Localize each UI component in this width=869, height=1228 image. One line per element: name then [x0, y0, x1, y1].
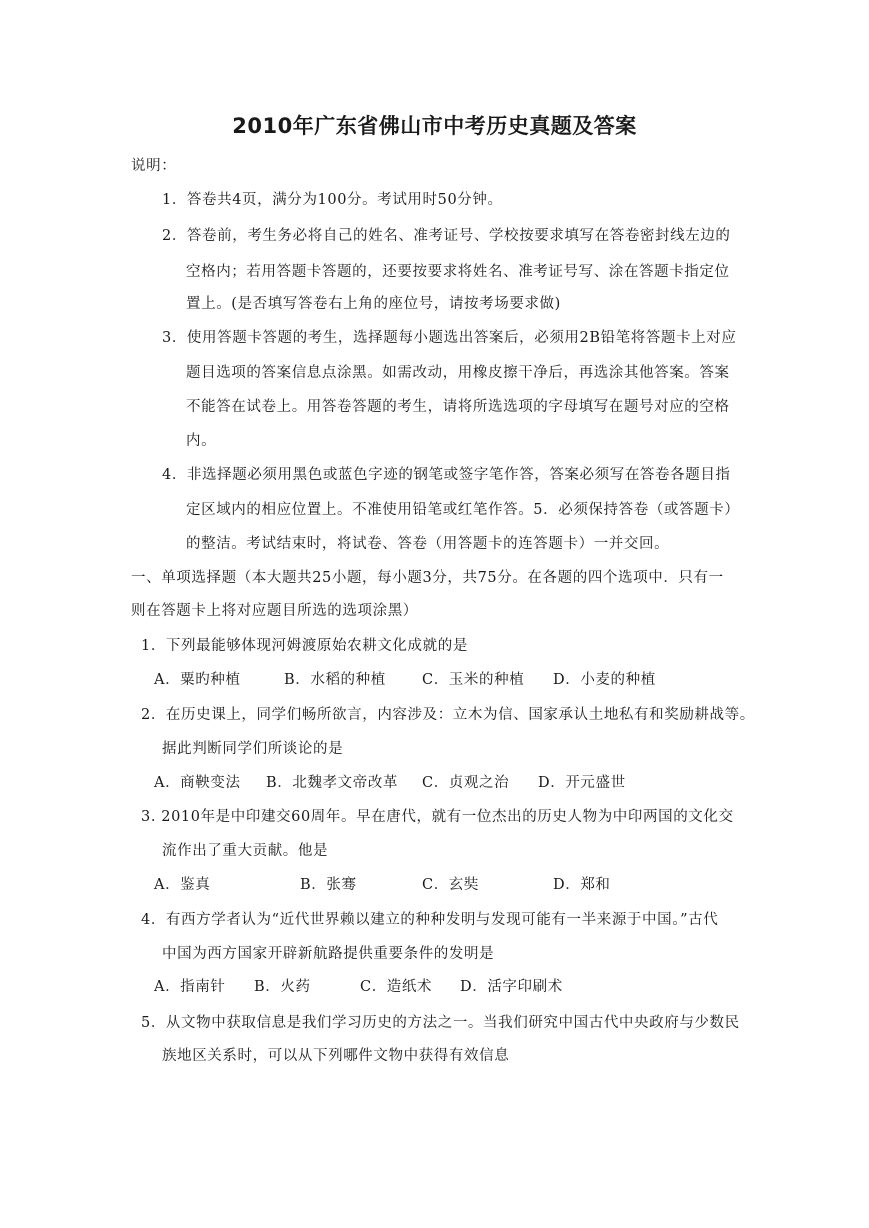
answer-option: A．商鞅变法: [154, 775, 241, 791]
instruction-line: 3．使用答题卡答题的考生，选择题每小题选出答案后，必须用2B铅笔将答题卡上对应: [162, 330, 737, 346]
answer-option: B．北魏孝文帝改革: [266, 775, 399, 791]
instruction-line: 题目选项的答案信息点涂黑。如需改动，用橡皮擦干净后，再选涂其他答案。答案: [186, 365, 730, 381]
instruction-line: 置上。(是否填写答卷右上角的座位号，请按考场要求做): [186, 296, 561, 312]
answer-option: A．鉴真: [154, 877, 211, 893]
instruction-line: 定区域内的相应位置上。不准使用铅笔或红笔作答。5．必须保持答卷（或答题卡）: [186, 502, 740, 518]
question-stem: 4．有西方学者认为“近代世界赖以建立的种种发明与发现可能有一半来源于中国。”古代: [141, 912, 719, 928]
instruction-line: 2．答卷前，考生务必将自己的姓名、准考证号、学校按要求填写在答卷密封线左边的: [162, 228, 731, 244]
answer-option: C．贞观之治: [422, 775, 510, 791]
instruction-line: 不能答在试卷上。用答卷答题的考生，请将所选选项的字母填写在题号对应的空格: [186, 399, 730, 415]
instruction-line: 4．非选择题必须用黑色或蓝色字迹的钢笔或签字笔作答，答案必须写在答卷各题目指: [162, 467, 731, 483]
instruction-line: 的整洁。考试结束时，将试卷、答卷（用答题卡的连答题卡）一并交回。: [186, 536, 670, 552]
question-stem: 族地区关系时，可以从下列哪件文物中获得有效信息: [162, 1048, 510, 1064]
question-stem: 5．从文物中获取信息是我们学习历史的方法之一。当我们研究中国古代中央政府与少数民: [141, 1015, 740, 1031]
page-title: 2010年广东省佛山市中考历史真题及答案: [232, 114, 637, 138]
answer-option: C．玄奘: [422, 877, 479, 893]
section-heading: 则在答题卡上将对应题目所选的选项涂黑）: [131, 603, 418, 619]
answer-option: D．郑和: [553, 877, 611, 893]
answer-option: B．水稻的种植: [284, 672, 386, 688]
answer-option: B．火药: [254, 979, 311, 995]
answer-option: C．造纸术: [360, 979, 433, 995]
question-stem: 中国为西方国家开辟新航路提供重要条件的发明是: [162, 946, 495, 962]
answer-option: D．活字印刷术: [460, 979, 563, 995]
intro-label: 说明：: [131, 158, 177, 174]
answer-option: A．指南针: [154, 979, 226, 995]
answer-option: D．开元盛世: [538, 775, 626, 791]
answer-option: D．小麦的种植: [553, 672, 656, 688]
question-stem: 1．下列最能够体现河姆渡原始农耕文化成就的是: [141, 638, 468, 654]
question-stem: 据此判断同学们所谈论的是: [162, 741, 344, 757]
question-stem: 2．在历史课上，同学们畅所欲言，内容涉及：立木为信、国家承认土地私有和奖励耕战等。: [141, 707, 755, 723]
answer-option: C．玉米的种植: [422, 672, 525, 688]
section-heading: 一、单项选择题（本大题共25小题，每小题3分，共75分。在各题的四个选项中．只有一: [131, 570, 724, 586]
instruction-line: 空格内；若用答题卡答题的，还要按要求将姓名、准考证号写、涂在答题卡指定位: [186, 264, 730, 280]
instruction-line: 内。: [186, 433, 217, 449]
answer-option: A．粟旳种植: [154, 672, 241, 688]
answer-option: B．张骞: [300, 877, 357, 893]
instruction-line: 1．答卷共4页，满分为100分。考试用时50分钟。: [162, 192, 503, 208]
question-stem: 3. 2010年是中印建交60周年。早在唐代，就有一位杰出的历史人物为中印两国的文化交: [141, 809, 734, 825]
question-stem: 流作出了重大贡献。他是: [162, 843, 329, 859]
